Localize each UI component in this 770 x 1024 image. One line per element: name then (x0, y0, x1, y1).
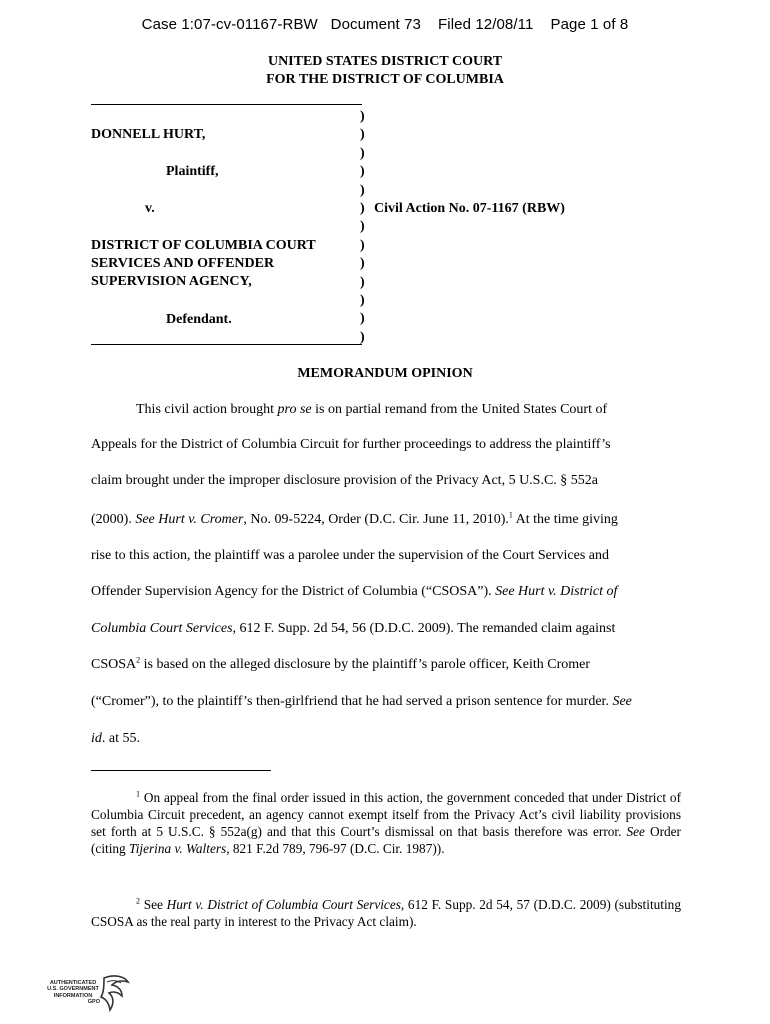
defendant-name-line3: SUPERVISION AGENCY, (91, 274, 252, 289)
footnote-separator (91, 770, 271, 771)
defendant-role: Defendant. (166, 312, 232, 327)
court-name-line2: FOR THE DISTRICT OF COLUMBIA (266, 72, 504, 87)
body-line-4: (2000). See Hurt v. Cromer, No. 09-5224, Order (D.C. Cir. June 11, 2010).$^1$ At the time giving (91, 510, 618, 527)
court-name-line1: UNITED STATES DISTRICT COURT (267, 54, 503, 69)
footnote-ref-1: 1 (508, 510, 513, 520)
case-number: Case 1:07-cv-01167-RBW (141, 16, 318, 33)
document-title: MEMORANDUM OPINION (297, 366, 473, 381)
plaintiff-role: Plaintiff, (166, 164, 219, 179)
caption-parentheses: ) ) ) ) ) ) ) ) ) ) ) ) ) (360, 109, 365, 345)
body-line-5: rise to this action, the plaintiff was a parolee under the supervision of the Court Services and (91, 548, 609, 563)
caption-top-rule (91, 104, 362, 105)
footnote-1: $^1$ On appeal from the final order issued in this action, the government conceded that under District of Columbia Circuit precedent, an agency cannot exempt itself from the Privacy Act’s civil liability provisions set forth at 5 U.S.C. § 552a(g) and that this Court’s dismissal on that basis therefore was error. See Order (citing Tijerina v. Walters, 821 F.2d 789, 796-97 (D.C. Cir. 1987)). (91, 789, 681, 856)
defendant-name-line1: DISTRICT OF COLUMBIA COURT (91, 238, 316, 253)
footnote-ref-2: 2 (136, 655, 141, 665)
stamp-line-2: U.S. GOVERNMENT (47, 986, 99, 993)
filed-date: Filed 12/08/11 (438, 16, 534, 33)
stamp-line-3: INFORMATION (53, 992, 93, 999)
defendant-name-line2: SERVICES AND OFFENDER (91, 256, 275, 271)
stamp-line-4: GPO (87, 999, 100, 1006)
footnote-2: $^2$ See Hurt v. District of Columbia Court Services, 612 F. Supp. 2d 54, 57 (D.D.C. 2009) (substituting CSOSA as the real party in interest to the Privacy Act claim). (91, 896, 681, 929)
body-line-10: id. at 55. (91, 731, 140, 746)
plaintiff-name: DONNELL HURT, (91, 127, 206, 142)
body-line-3: claim brought under the improper disclosure provision of the Privacy Act, 5 U.S.C. § 552a (91, 473, 599, 488)
body-line-2: Appeals for the District of Columbia Circuit for further proceedings to address the plaintiff’s (91, 437, 611, 452)
body-line-7: Columbia Court Services, 612 F. Supp. 2d 54, 56 (D.D.C. 2009). The remanded claim against (91, 621, 616, 636)
caption-bottom-rule (91, 344, 362, 345)
body-line-8: CSOSA$^2$ is based on the alleged disclosure by the plaintiff’s parole officer, Keith Cromer (91, 655, 591, 672)
page-header (0, 16, 770, 33)
body-line-1: This civil action brought pro se is on partial remand from the United States Court of (136, 402, 608, 417)
civil-action-number: Civil Action No. 07-1167 (RBW) (374, 201, 565, 216)
document-number: Document 73 (330, 16, 421, 33)
page-number: Page 1 of 8 (550, 16, 629, 33)
versus: v. (145, 201, 155, 216)
gpo-authentication-seal (44, 972, 134, 1014)
body-line-6: Offender Supervision Agency for the District of Columbia (“CSOSA”). See Hurt v. District of (91, 584, 618, 599)
body-line-9: (“Cromer”), to the plaintiff’s then-girlfriend that he had served a prison sentence for murder. See (91, 694, 632, 709)
stamp-line-1: AUTHENTICATED (49, 980, 97, 986)
